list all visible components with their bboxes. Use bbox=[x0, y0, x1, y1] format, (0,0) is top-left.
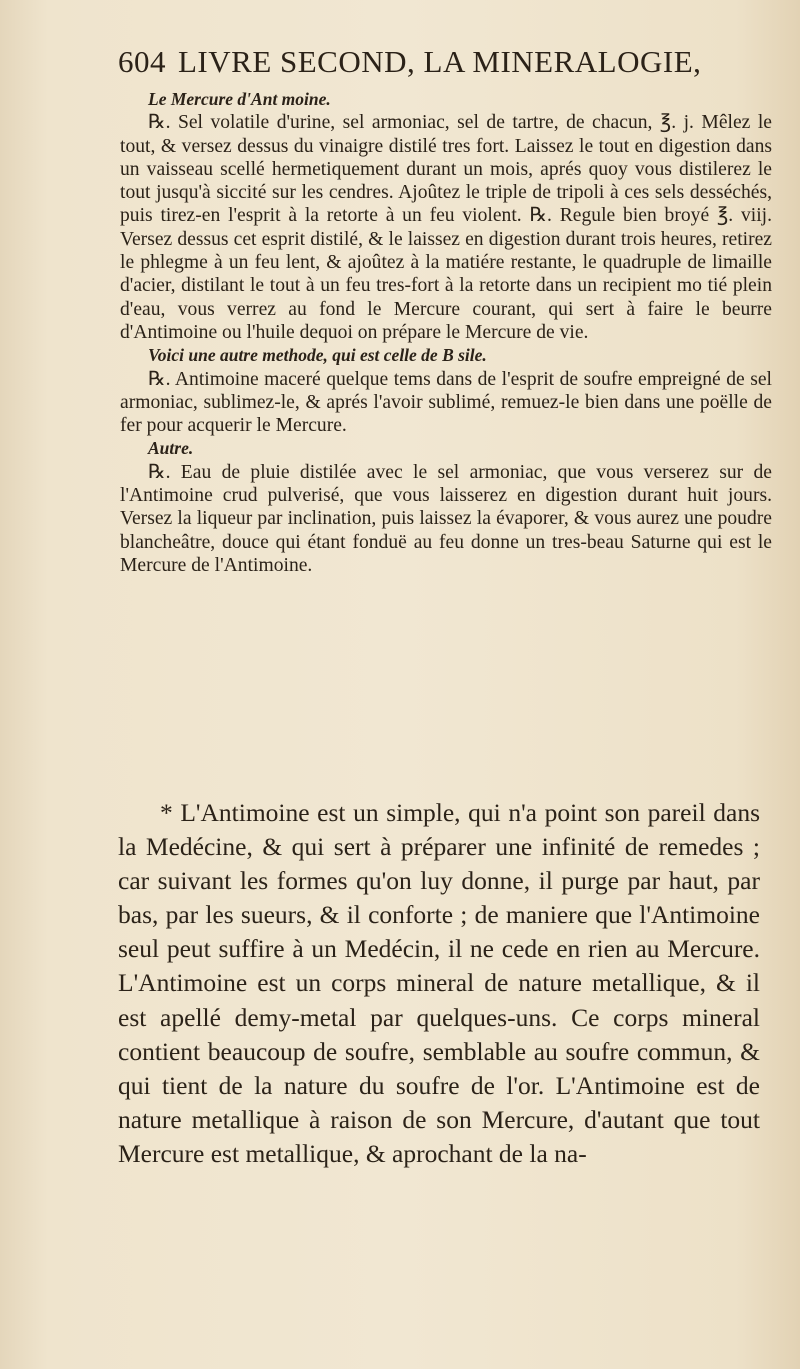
section-heading: Le Mercure d'Ant moine. bbox=[148, 89, 331, 109]
page-header bbox=[118, 44, 790, 90]
commentary-paragraph: * L'Antimoine est un simple, qui n'a point son pareil dans la Medécine, & qui sert à préparer une infinité de remedes ; car suivant les formes qu'on luy donne, il purge par haut, par bas, par les sueurs, & il conforte ; de maniere que l'Antimoine seul peut suffire à un Medécin, il ne cede en rien au Mercure. L'Antimoine est un corps mineral de nature metallique, & il est apellé demy-metal par quelques-uns. Ce corps mineral contient beaucoup de soufre, semblable au soufre commun, & qui tient de la nature du soufre de l'or. L'Antimoine est de nature metallique à raison de son Mercure, d'autant que tout Mercure est metallique, & aprochant de la na- bbox=[118, 798, 760, 1168]
section-heading: Autre. bbox=[148, 438, 194, 459]
page-number: 604 bbox=[118, 44, 166, 79]
running-title: LIVRE SECOND, LA MINERALOGIE, bbox=[178, 44, 702, 79]
section-paragraph: ℞. Eau de pluie distilée avec le sel armoniac, que vous verserez sur de l'Antimoine crud pulverisé, que vous laisserez en digestion durant huit jours. Versez la liqueur par inclination, puis laissez la évaporer, & vous aurez une poudre blancheâtre, douce qui étant fonduë au feu donne un tres-beau Saturne qui est le Mercure de l'Antimoine. bbox=[120, 461, 772, 576]
section-heading: Voici une autre methode, qui est celle de B sile. bbox=[148, 345, 487, 366]
section-paragraph: ℞. Sel volatile d'urine, sel armoniac, sel de tartre, de chacun, ℥. j. Mêlez le tout, & versez dessus du vinaigre distilé tres fort. Laissez le tout en digestion dans un vaisseau scellé hermetiquement durant un mois, aprés quoy vous distilerez le tout jusqu'à siccité sur les cendres. Ajoûtez le triple de tripoli à ces sels desséchés, puis tirez-en l'esprit à la retorte à un feu violent. ℞. Regule bien broyé ℥. viij. Versez dessus cet esprit distilé, & le laissez en digestion durant trois heures, retirez le phlegme à un feu lent, & ajoûtez à la matiére restante, le quadruple de limaille d'acier, distilant le tout à un feu tres-fort à la retorte dans un recipient mo tié plein d'eau, vous verrez au fond le Mercure courant, qui sert à faire le beurre d'Antimoine ou l'huile dequoi on prépare le Mercure de vie. bbox=[120, 112, 772, 343]
section-paragraph: ℞. Antimoine maceré quelque tems dans de l'esprit de soufre empreigné de sel armoniac, sublimez-le, & aprés l'avoir sublimé, remuez-le bien dans une poëlle de fer pour acquerir le Mercure. bbox=[120, 368, 772, 437]
recipe-text bbox=[120, 88, 772, 577]
commentary-text bbox=[118, 796, 760, 1171]
